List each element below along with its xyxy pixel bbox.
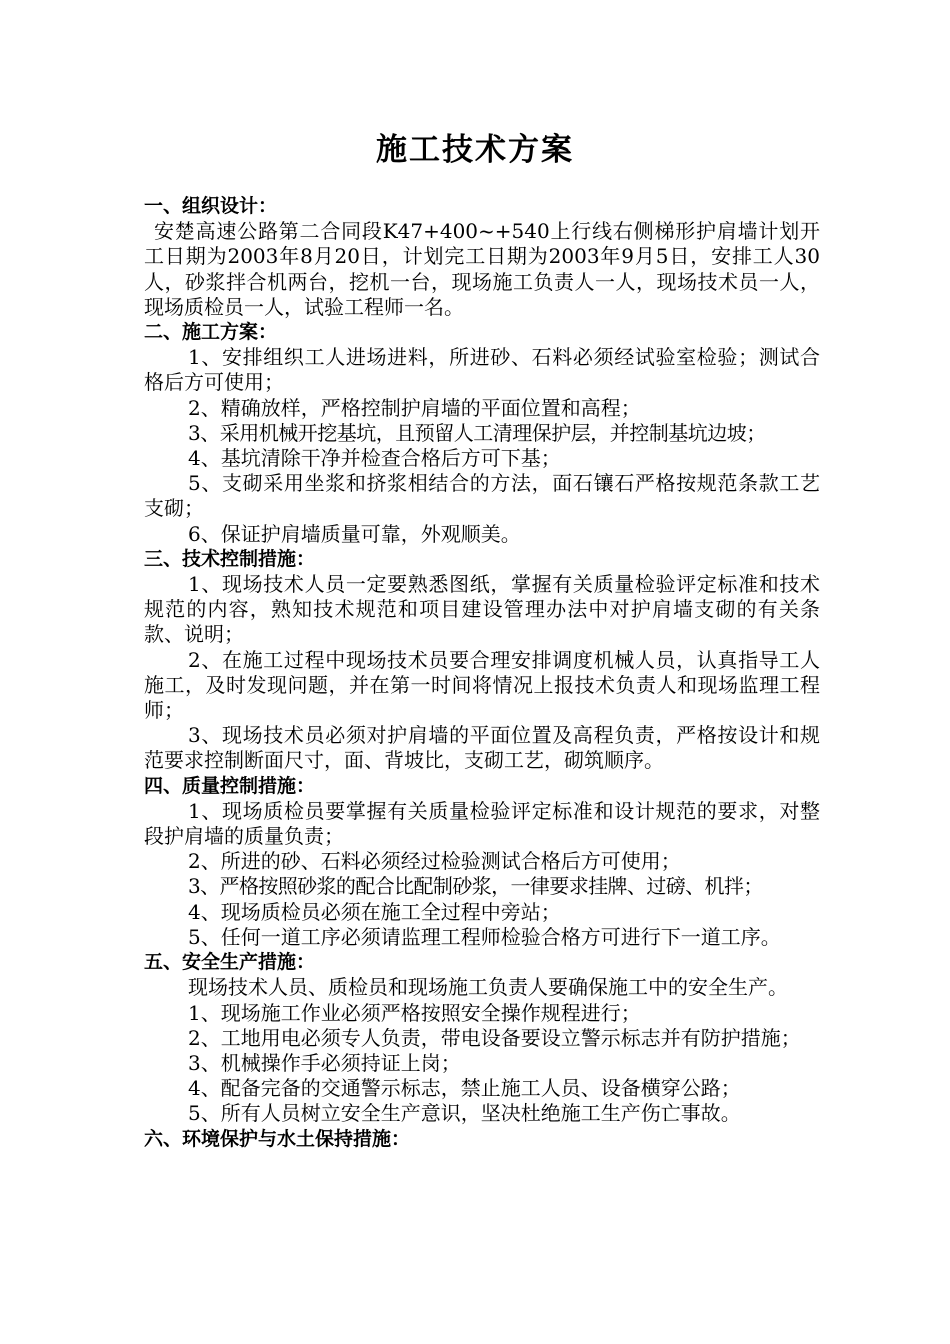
list-item: 5、任何一道工序必须请监理工程师检验合格方可进行下一道工序。 — [188, 924, 781, 949]
section-heading: 五、安全生产措施： — [144, 951, 316, 974]
list-item: 1、安排组织工人进场进料，所进砂、石料必须经试验室检验；测试合格后方可使用； — [144, 345, 820, 395]
list-item: 1、现场技术人员一定要熟悉图纸，掌握有关质量检验评定标准和技术规范的内容，熟知技术规范和项目建设管理办法中对护肩墙支砌的有关条款、说明； — [144, 572, 820, 647]
document-title: 施工技术方案 — [376, 132, 574, 168]
list-item: 1、现场施工作业必须严格按照安全操作规程进行； — [188, 1000, 641, 1025]
list-item: 3、机械操作手必须持证上岗； — [188, 1050, 461, 1075]
section-heading: 二、施工方案： — [144, 321, 278, 344]
section-technical-control — [144, 547, 820, 774]
paragraph: 安楚高速公路第二合同段K47+400~+540上行线右侧梯形护肩墙计划开工日期为2003年8月20日，计划完工日期为2003年9月5日，安排工人30人，砂浆拌合机两台，挖机一台，现场施工负责人一人，现场技术员一人，现场质检员一人，试验工程师一名。 — [144, 219, 820, 319]
section-environment — [144, 1127, 820, 1152]
list-item: 5、所有人员树立安全生产意识，坚决杜绝施工生产伤亡事故。 — [188, 1101, 741, 1126]
list-item: 3、严格按照砂浆的配合比配制砂浆，一律要求挂牌、过磅、机拌； — [188, 874, 763, 899]
list-item: 4、现场质检员必须在施工全过程中旁站； — [188, 899, 561, 924]
section-heading: 四、质量控制措施： — [144, 774, 316, 797]
list-item: 1、现场质检员要掌握有关质量检验评定标准和设计规范的要求，对整段护肩墙的质量负责； — [144, 798, 820, 849]
paragraph: 现场技术人员、质检员和现场施工负责人要确保施工中的安全生产。 — [188, 975, 788, 1000]
list-item: 3、采用机械开挖基坑，且预留人工清理保护层，并控制基坑边坡； — [188, 420, 766, 445]
section-heading: 三、技术控制措施： — [144, 547, 316, 570]
document-body — [144, 194, 820, 1152]
section-heading: 六、环境保护与水土保持措施： — [144, 1127, 411, 1150]
list-item: 2、精确放样，严格控制护肩墙的平面位置和高程； — [188, 395, 641, 420]
list-item: 2、所进的砂、石料必须经过检验测试合格后方可使用； — [188, 849, 681, 874]
list-item: 6、保证护肩墙质量可靠，外观顺美。 — [188, 521, 521, 546]
list-item: 5、支砌采用坐浆和挤浆相结合的方法，面石镶石严格按规范条款工艺支砌； — [144, 471, 820, 521]
section-organization — [144, 194, 820, 320]
section-safety — [144, 950, 820, 1126]
list-item: 2、在施工过程中现场技术员要合理安排调度机械人员，认真指导工人施工，及时发现问题，并在第一时间将情况上报技术负责人和现场监理工程师； — [144, 647, 820, 723]
section-quality-control — [144, 774, 820, 950]
section-construction-plan — [144, 320, 820, 547]
list-item: 3、现场技术员必须对护肩墙的平面位置及高程负责，严格按设计和规范要求控制断面尺寸，面、背坡比，支砌工艺，砌筑顺序。 — [144, 723, 820, 773]
list-item: 4、配备完备的交通警示标志，禁止施工人员、设备横穿公路； — [188, 1076, 741, 1101]
list-item: 4、基坑清除干净并检查合格后方可下基； — [188, 446, 561, 471]
section-heading: 一、组织设计： — [144, 195, 278, 217]
list-item: 2、工地用电必须专人负责，带电设备要设立警示标志并有防护措施； — [188, 1025, 801, 1050]
